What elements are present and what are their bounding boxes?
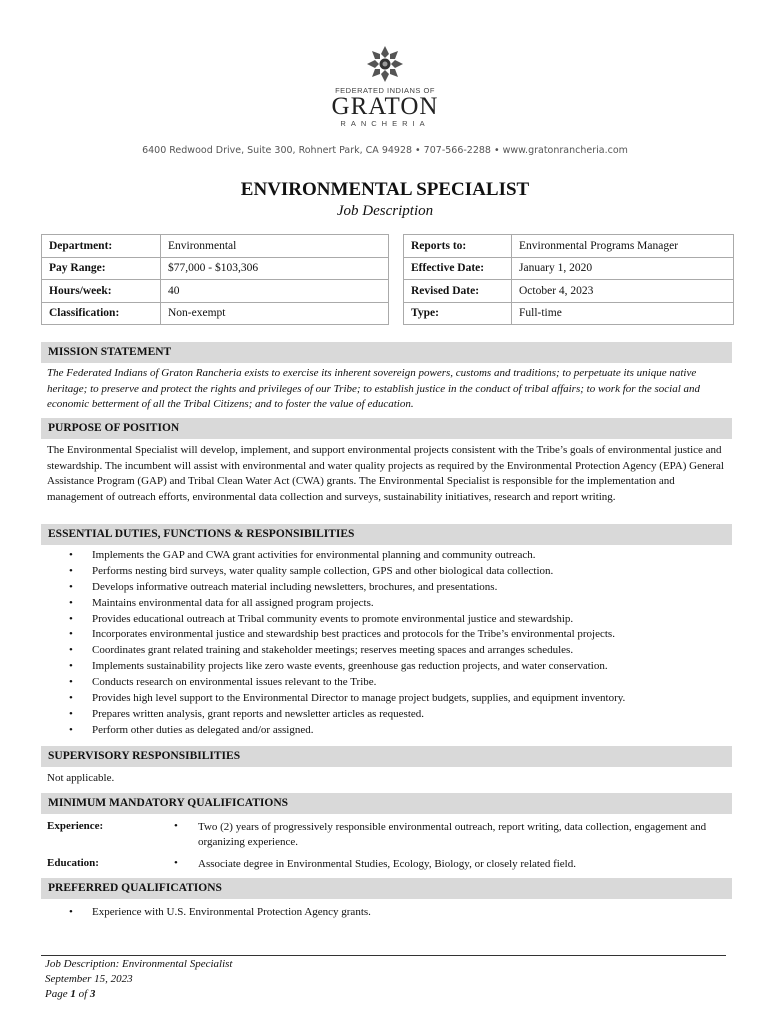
logo-top-text: FEDERATED INDIANS OF xyxy=(335,86,435,95)
list-item: • Implements sustainability projects like zero waste events, greenhouse gas reduction projects, and water conservation. xyxy=(47,659,727,675)
list-item: • Prepares written analysis, grant reports and newsletter articles as requested. xyxy=(47,707,727,723)
bullet-icon: • xyxy=(174,857,178,869)
minimum-heading: MINIMUM MANDATORY QUALIFICATIONS xyxy=(41,793,732,814)
list-item: • Provides educational outreach at Tribal community events to promote environmental justice and stewardship. xyxy=(47,612,727,628)
footer-date: September 15, 2023 xyxy=(45,973,133,985)
classification-label: Classification: xyxy=(42,302,161,325)
supervisory-text: Not applicable. xyxy=(47,772,115,784)
table-row xyxy=(42,235,389,258)
duties-heading: ESSENTIAL DUTIES, FUNCTIONS & RESPONSIBILITIES xyxy=(41,524,732,545)
logo-main-text: GRATON xyxy=(331,93,439,120)
type-value: Full-time xyxy=(512,302,734,325)
table-row xyxy=(404,235,734,258)
preferred-list xyxy=(47,905,727,921)
purpose-heading: PURPOSE OF POSITION xyxy=(41,418,732,439)
effective-date-label: Effective Date: xyxy=(404,257,512,280)
list-item: • Experience with U.S. Environmental Protection Agency grants. xyxy=(47,905,727,921)
reports-to-value: Environmental Programs Manager xyxy=(512,235,734,258)
type-label: Type: xyxy=(404,302,512,325)
purpose-text: The Environmental Specialist will develop, implement, and support environmental projects consistent with the Tribe’s goals of environmental justice and stewardship. The incumbent will assist with environmental and water quality projects as required by the Environmental Protection Agency (EPA) General Assistance Program (GAP) and Tribal Clean Water Act (CWA) grants. The Environmental Specialist is responsible for the implementation and management of outreach efforts, environmental data collection and surveys, sustainability initiatives, research and report writing. xyxy=(47,444,724,503)
list-item: • Conducts research on environmental issues relevant to the Tribe. xyxy=(47,675,727,691)
preferred-heading: PREFERRED QUALIFICATIONS xyxy=(41,878,732,899)
footer-page-number: Page 1 of 3 xyxy=(45,988,96,1000)
info-table-right xyxy=(403,234,734,325)
flower-emblem-icon xyxy=(365,44,405,84)
experience-label: Experience: xyxy=(47,820,104,832)
department-label: Department: xyxy=(42,235,161,258)
info-table-left xyxy=(41,234,389,325)
list-item: • Implements the GAP and CWA grant activities for environmental planning and community outreach. xyxy=(47,548,727,564)
list-item: • Coordinates grant related training and stakeholder meetings; reserves meeting spaces and arranges schedules. xyxy=(47,643,727,659)
reports-to-label: Reports to: xyxy=(404,235,512,258)
revised-date-label: Revised Date: xyxy=(404,280,512,303)
hours-label: Hours/week: xyxy=(42,280,161,303)
footer-doc-title: Job Description: Environmental Specialist xyxy=(45,958,233,970)
duties-list xyxy=(47,548,727,739)
list-item: • Incorporates environmental justice and stewardship best practices and protocols for the Tribe’s environmental projects. xyxy=(47,627,727,643)
hours-value: 40 xyxy=(161,280,389,303)
graton-logo xyxy=(330,44,440,140)
table-row xyxy=(404,257,734,280)
classification-value: Non-exempt xyxy=(161,302,389,325)
table-row xyxy=(404,280,734,303)
table-row xyxy=(42,280,389,303)
footer-divider xyxy=(41,955,726,956)
education-label: Education: xyxy=(47,857,99,869)
table-row xyxy=(404,302,734,325)
mission-text: The Federated Indians of Graton Rancheria exists to exercise its inherent sovereign powers, customs and traditions; to perpetuate its unique native heritage; to preserve and protect the rights and privileges of our Tribe; to establish justice in the conduct of tribal affairs; to work for the social and economic betterment of all the Tribal Citizens; and to foster the value of education. xyxy=(47,367,701,410)
page-subtitle: Job Description xyxy=(336,203,434,219)
effective-date-value: January 1, 2020 xyxy=(512,257,734,280)
logo-bottom-text: RANCHERIA xyxy=(340,119,430,128)
experience-text: Two (2) years of progressively responsible environmental outreach, report writing, data collection, engagement and organizing experience. xyxy=(198,821,707,848)
page-title: ENVIRONMENTAL SPECIALIST xyxy=(240,179,530,200)
list-item: • Perform other duties as delegated and/or assigned. xyxy=(47,723,727,739)
pay-range-label: Pay Range: xyxy=(42,257,161,280)
table-row xyxy=(42,257,389,280)
address-line: 6400 Redwood Drive, Suite 300, Rohnert Park, CA 94928 • 707-566-2288 • www.gratonrancheria.com xyxy=(142,145,628,156)
department-value: Environmental xyxy=(161,235,389,258)
supervisory-heading: SUPERVISORY RESPONSIBILITIES xyxy=(41,746,732,767)
list-item: • Develops informative outreach material including newsletters, brochures, and presentations. xyxy=(47,580,727,596)
list-item: • Performs nesting bird surveys, water quality sample collection, GPS and other biological data collection. xyxy=(47,564,727,580)
list-item: • Provides high level support to the Environmental Director to manage project budgets, supplies, and equipment inventory. xyxy=(47,691,727,707)
education-text: Associate degree in Environmental Studies, Ecology, Biology, or closely related field. xyxy=(198,858,576,870)
table-row xyxy=(42,302,389,325)
list-item: • Maintains environmental data for all assigned program projects. xyxy=(47,596,727,612)
footer xyxy=(45,957,232,1002)
mission-heading: MISSION STATEMENT xyxy=(41,342,732,363)
revised-date-value: October 4, 2023 xyxy=(512,280,734,303)
pay-range-value: $77,000 - $103,306 xyxy=(161,257,389,280)
bullet-icon: • xyxy=(174,820,178,832)
